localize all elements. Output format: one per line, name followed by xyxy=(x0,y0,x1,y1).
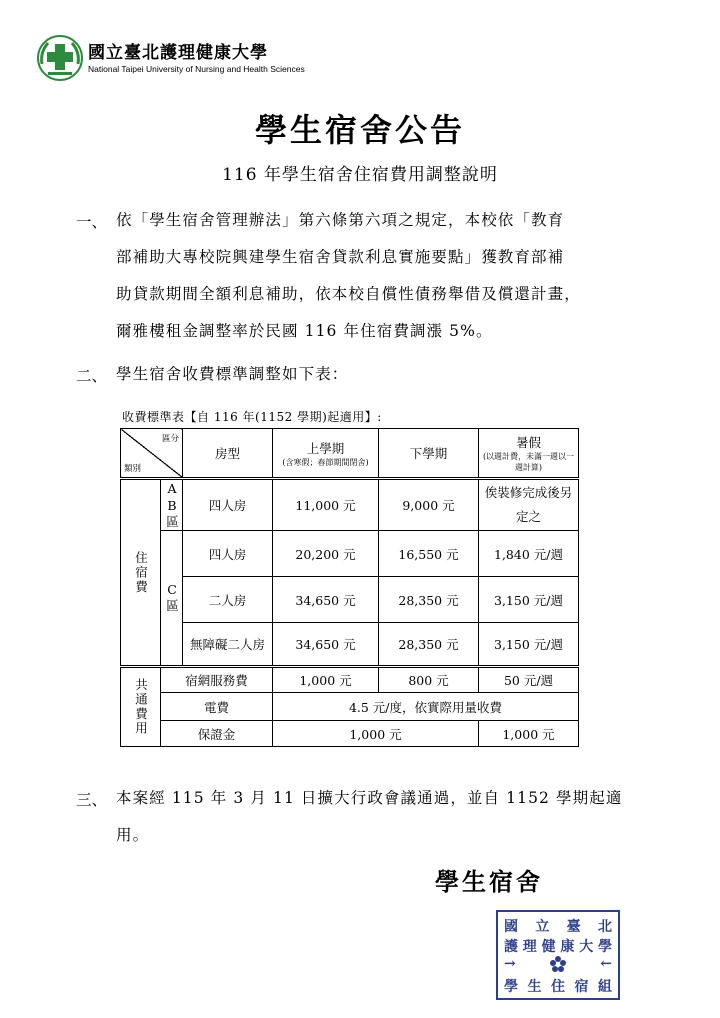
zone-c-label: C區 xyxy=(164,582,180,614)
electric-fee-value: 4.5 元/度，依實際用量收費 xyxy=(273,693,579,721)
seal-char: 組 xyxy=(598,979,612,995)
header-first-semester xyxy=(273,429,379,479)
item-3-line: 用。 xyxy=(116,826,150,844)
summer-fee: 俟裝修完成後另定之 xyxy=(479,479,579,531)
seal-row-1 xyxy=(504,916,612,936)
item-1-line: 部補助大專校院興建學生宿舍貸款利息實施要點」獲教育部補 xyxy=(116,248,565,266)
zone-c-cell xyxy=(161,531,183,667)
corner-bottom-label: 類別 xyxy=(124,464,142,474)
item-1-line: 依「學生宿舍管理辦法」第六條第六項之規定，本校依「教育 xyxy=(116,211,565,229)
second-semester-fee: 28,350 元 xyxy=(379,623,479,667)
item-3-line: 本案經 115 年 3 月 11 日擴大行政會議通過，並自 1152 學期起適 xyxy=(116,789,623,807)
arrow-left-icon: ← xyxy=(600,956,612,972)
item-3-number: 三、 xyxy=(76,791,108,809)
deposit-semester: 1,000 元 xyxy=(273,721,479,747)
header-summer-note: (以週計費，未滿一週以一週計算) xyxy=(482,452,575,472)
table-row xyxy=(121,667,579,693)
network-fee-label: 宿網服務費 xyxy=(161,667,273,693)
second-semester-fee: 28,350 元 xyxy=(379,577,479,623)
deposit-label: 保證金 xyxy=(161,721,273,747)
university-logo-icon xyxy=(36,34,84,82)
item-1-line: 爾雅樓租金調整率於民國 116 年住宿費調漲 5%。 xyxy=(116,322,493,340)
table-header-row xyxy=(121,429,579,479)
network-fee-first: 1,000 元 xyxy=(273,667,379,693)
seal-char: 國 xyxy=(504,919,518,935)
header-first-semester-label: 上學期 xyxy=(306,440,345,456)
room-type-cell: 四人房 xyxy=(183,479,273,531)
second-semester-fee: 9,000 元 xyxy=(379,479,479,531)
arrow-right-icon: → xyxy=(504,956,516,972)
corner-cell xyxy=(121,429,183,479)
header-summer xyxy=(479,429,579,479)
room-type-cell: 無障礙二人房 xyxy=(183,623,273,667)
item-1-line: 助貸款期間全額利息補助，依本校自償性債務舉借及償還計畫， xyxy=(116,285,581,303)
item-1-text xyxy=(116,202,676,350)
plum-blossom-icon xyxy=(550,956,566,972)
item-2-number: 二、 xyxy=(76,367,108,385)
zone-ab-label: AB區 xyxy=(164,480,180,530)
seal-char: 康 xyxy=(560,939,575,955)
seal-row-3 xyxy=(504,956,612,972)
table-row xyxy=(121,693,579,721)
seal-char: 學 xyxy=(597,939,612,955)
category-lodging-label: 住宿費 xyxy=(133,550,149,595)
official-seal xyxy=(496,910,620,1000)
category-common-cell xyxy=(121,667,161,747)
page-title: 學生宿舍公告 xyxy=(254,111,465,149)
seal-char: 健 xyxy=(541,939,556,955)
item-2-text xyxy=(116,356,676,393)
seal-char: 宿 xyxy=(574,979,589,995)
zone-ab-cell xyxy=(161,479,183,531)
seal-char: 生 xyxy=(527,979,542,995)
table-row xyxy=(121,721,579,747)
room-type-cell: 二人房 xyxy=(183,577,273,623)
table-row xyxy=(121,531,579,577)
category-common-label: 共通費用 xyxy=(133,678,149,736)
room-type-cell: 四人房 xyxy=(183,531,273,577)
header-summer-label: 暑假 xyxy=(515,435,541,450)
deposit-summer: 1,000 元 xyxy=(479,721,579,747)
school-name-en: National Taipei University of Nursing and Health Sciences xyxy=(88,64,305,74)
network-fee-second: 800 元 xyxy=(379,667,479,693)
item-1-number: 一、 xyxy=(76,213,108,231)
seal-char: 理 xyxy=(522,939,537,955)
seal-char: 學 xyxy=(504,979,518,995)
header-second-semester: 下學期 xyxy=(379,429,479,479)
seal-char: 住 xyxy=(551,979,565,995)
seal-char: 立 xyxy=(535,919,550,935)
item-3-text xyxy=(116,780,676,854)
first-semester-fee: 20,200 元 xyxy=(273,531,379,577)
seal-char: 北 xyxy=(597,919,612,935)
corner-top-label: 區分 xyxy=(161,434,179,444)
seal-char: 護 xyxy=(504,939,518,955)
table-row xyxy=(121,623,579,667)
seal-row-4 xyxy=(504,976,612,996)
seal-char: 大 xyxy=(579,939,594,955)
seal-char: 臺 xyxy=(566,919,581,935)
second-semester-fee: 16,550 元 xyxy=(379,531,479,577)
table-caption: 收費標準表【自 116 年(1152 學期)起適用】: xyxy=(122,410,382,424)
first-semester-fee: 11,000 元 xyxy=(273,479,379,531)
seal-row-2 xyxy=(504,936,612,956)
summer-fee: 3,150 元/週 xyxy=(479,623,579,667)
first-semester-fee: 34,650 元 xyxy=(273,623,379,667)
table-row xyxy=(121,479,579,531)
fee-table xyxy=(120,428,579,747)
header-room-type: 房型 xyxy=(183,429,273,479)
category-lodging-cell xyxy=(121,479,161,667)
signature: 學生宿舍 xyxy=(435,867,543,896)
table-row xyxy=(121,577,579,623)
item-2-line: 學生宿舍收費標準調整如下表： xyxy=(116,365,349,383)
electric-fee-label: 電費 xyxy=(161,693,273,721)
network-fee-summer: 50 元/週 xyxy=(479,667,579,693)
first-semester-fee: 34,650 元 xyxy=(273,577,379,623)
page-subtitle: 116 年學生宿舍住宿費用調整說明 xyxy=(222,165,498,185)
summer-fee: 1,840 元/週 xyxy=(479,531,579,577)
school-name-zh: 國立臺北護理健康大學 xyxy=(88,43,268,63)
summer-fee: 3,150 元/週 xyxy=(479,577,579,623)
header-first-semester-note: (含寒假；春節期間閉舍) xyxy=(282,457,369,467)
